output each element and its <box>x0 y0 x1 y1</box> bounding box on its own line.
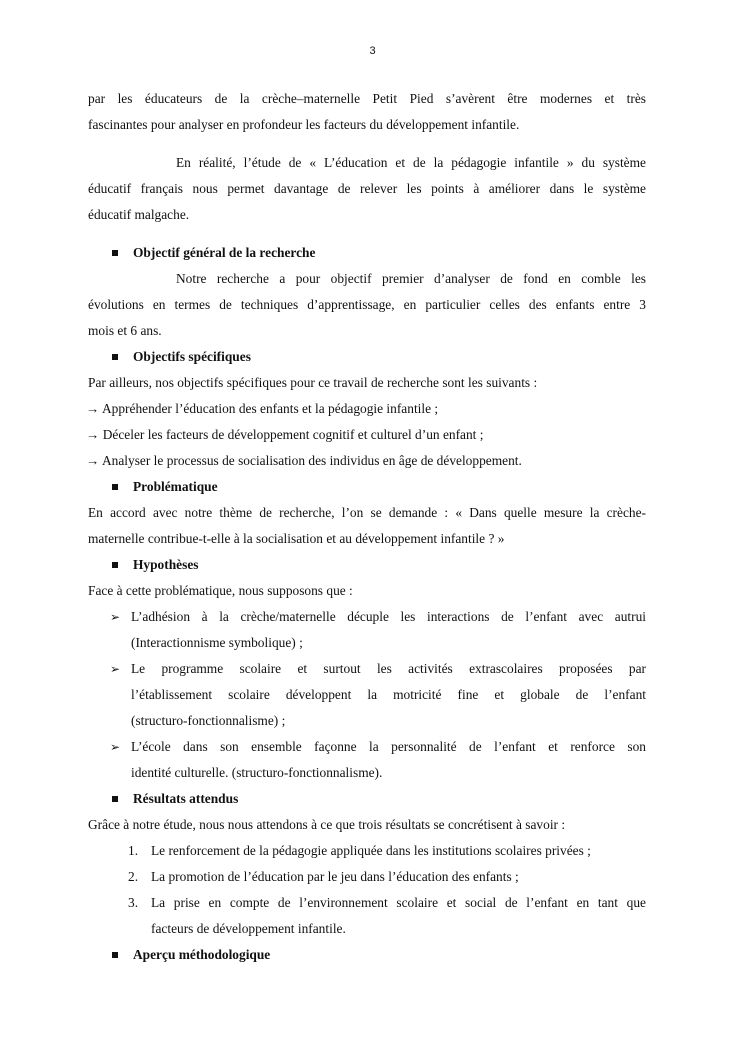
paragraph-line: fascinantes pour analyser en profondeur les facteurs du développement infantile. <box>88 117 520 132</box>
paragraph-line: En accord avec notre thème de recherche, l’on se demande : « Dans quelle mesure la crèche- <box>88 505 646 520</box>
list-item: → Appréhender l’éducation des enfants et la pédagogie infantile ; <box>86 401 439 416</box>
paragraph-line: maternelle contribue-t-elle à la socialisation et au développement infantile ? » <box>88 531 505 546</box>
arrow-right-icon: → <box>86 427 100 442</box>
result-item: 2. La promotion de l’éducation par le jeu dans l’éducation des enfants ; <box>88 864 646 890</box>
paragraph-line: éducatif français nous permet davantage de relever les points à améliorer dans le système <box>88 181 646 196</box>
page-number: 3 <box>369 45 376 57</box>
square-bullet-icon <box>112 952 118 958</box>
list-number: 1. <box>128 843 139 858</box>
hypothesis-continuation: (Interactionnisme symbolique) ; <box>131 635 303 650</box>
paragraph-line: Notre recherche a pour objectif premier d’analyser de fond en comble les <box>176 271 646 286</box>
section-heading-problematique: Problématique <box>88 474 646 500</box>
arrow-right-icon: → <box>86 453 100 468</box>
square-bullet-icon <box>112 562 118 568</box>
section-heading-objectifs-specifiques: Objectifs spécifiques <box>88 344 646 370</box>
section-heading-hypotheses: Hypothèses <box>88 552 646 578</box>
hypothesis-item: ➢ L’école dans son ensemble façonne la personnalité de l’enfant et renforce son <box>88 734 646 760</box>
paragraph-line: éducatif malgache. <box>88 207 190 222</box>
result-item: 1. Le renforcement de la pédagogie appliquée dans les institutions scolaires privées ; <box>88 838 646 864</box>
result-continuation: facteurs de développement infantile. <box>151 921 346 936</box>
paragraph-line: évolutions en termes de techniques d’apprentissage, en particulier celles des enfants entre 3 <box>88 297 646 312</box>
section-heading-resultats: Résultats attendus <box>88 786 646 812</box>
list-item: → Analyser le processus de socialisation des individus en âge de développement. <box>86 453 522 468</box>
paragraph-line: En réalité, l’étude de « L’éducation et de la pédagogie infantile » du système <box>176 155 646 170</box>
section-heading-objectif-general: Objectif général de la recherche <box>88 240 646 266</box>
arrowhead-bullet-icon: ➢ <box>110 610 121 624</box>
arrowhead-bullet-icon: ➢ <box>110 740 121 754</box>
list-number: 2. <box>128 869 139 884</box>
paragraph-line: Par ailleurs, nos objectifs spécifiques pour ce travail de recherche sont les suivants : <box>88 375 538 390</box>
page-body <box>88 86 646 968</box>
paragraph-line: mois et 6 ans. <box>88 323 162 338</box>
square-bullet-icon <box>112 354 118 360</box>
hypothesis-continuation: identité culturelle. (structuro-fonctionnalisme). <box>131 765 383 780</box>
result-item: 3. La prise en compte de l’environnement scolaire et social de l’enfant en tant que <box>88 890 646 916</box>
arrow-right-icon: → <box>86 401 100 416</box>
square-bullet-icon <box>112 250 118 256</box>
hypothesis-continuation: (structuro-fonctionnalisme) ; <box>131 713 286 728</box>
hypothesis-item: ➢ Le programme scolaire et surtout les activités extrascolaires proposées par <box>88 656 646 682</box>
square-bullet-icon <box>112 484 118 490</box>
hypothesis-item: ➢ L’adhésion à la crèche/maternelle décuple les interactions de l’enfant avec autrui <box>88 604 646 630</box>
section-heading-apercu: Aperçu méthodologique <box>88 942 646 968</box>
list-number: 3. <box>128 895 139 910</box>
paragraph-line: par les éducateurs de la crèche–maternelle Petit Pied s’avèrent être modernes et très <box>88 91 646 106</box>
list-item: → Déceler les facteurs de développement cognitif et culturel d’un enfant ; <box>86 427 484 442</box>
paragraph-line: Face à cette problématique, nous supposons que : <box>88 583 353 598</box>
square-bullet-icon <box>112 796 118 802</box>
paragraph-line: Grâce à notre étude, nous nous attendons à ce que trois résultats se concrétisent à savoir : <box>88 817 566 832</box>
arrowhead-bullet-icon: ➢ <box>110 662 121 676</box>
hypothesis-continuation: l’établissement scolaire développent la motricité fine et globale de l’enfant <box>131 687 646 702</box>
